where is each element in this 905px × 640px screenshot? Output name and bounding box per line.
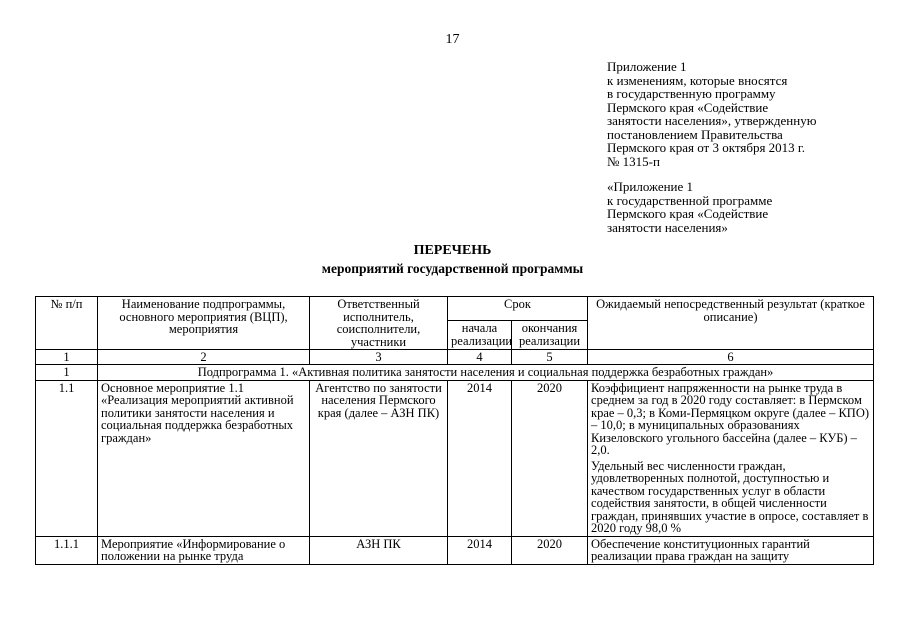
- subprogram-name: Подпрограмма 1. «Активная политика занятости населения и социальная поддержка безработных граждан»: [98, 365, 874, 381]
- subprogram-num: 1: [36, 365, 98, 381]
- appendix-2-line: «Приложение 1: [607, 179, 694, 194]
- header-result: Ожидаемый непосредственный результат (краткое описание): [588, 297, 874, 350]
- appendix-1-line: к изменениям, которые вносятся: [607, 72, 788, 88]
- header-start: начала реализации: [448, 321, 512, 350]
- column-number: 2: [98, 350, 310, 365]
- row-result: [588, 380, 874, 536]
- appendix-2-line: к государственной программе: [607, 192, 773, 208]
- row-responsible: Агентство по занятости населения Пермского края (далее – АЗН ПК): [310, 380, 448, 536]
- page-number: 17: [445, 32, 460, 47]
- column-number: 5: [512, 350, 588, 365]
- appendix-2-line: Пермского края «Содействие: [607, 206, 769, 221]
- table-row: [36, 536, 874, 564]
- table-row: [36, 380, 874, 536]
- appendix-1-block: [607, 60, 897, 168]
- appendix-2-block: [607, 180, 897, 234]
- row-start: 2014: [448, 536, 512, 564]
- row-result-paragraph: Удельный вес численности граждан, удовлетворенных полнотой, доступностью и качеством государственных услуг в области содействия занятости, в общей численности граждан, принявших участие в опросе, составляет в 2020 году 98,0 %: [591, 458, 869, 535]
- row-num: 1.1: [36, 380, 98, 536]
- header-name: Наименование подпрограммы, основного мероприятия (ВЦП), мероприятия: [98, 297, 310, 350]
- table-header-row: [36, 297, 874, 321]
- header-end: окончания реализации: [512, 321, 588, 350]
- row-end: 2020: [512, 380, 588, 536]
- appendix-1-line: постановлением Правительства: [607, 126, 783, 142]
- appendix-1-line: Пермского края от 3 октября 2013 г.: [607, 140, 806, 155]
- subprogram-row: [36, 365, 874, 381]
- document-title: ПЕРЕЧЕНЬ: [413, 243, 492, 258]
- row-num: 1.1.1: [36, 536, 98, 564]
- appendix-1-line: занятости населения», утвержденную: [607, 113, 817, 128]
- appendix-1-line: № 1315-п: [607, 153, 660, 169]
- appendix-1-line: Пермского края «Содействие: [607, 99, 769, 115]
- header-term: Срок: [448, 297, 588, 321]
- header-num: № п/п: [36, 297, 98, 350]
- column-number: 1: [36, 350, 98, 365]
- row-name: Мероприятие «Информирование о положении на рынке труда: [98, 536, 310, 564]
- column-number: 4: [448, 350, 512, 365]
- column-number: 3: [310, 350, 448, 365]
- row-result: Обеспечение конституционных гарантий реализации права граждан на защиту: [588, 536, 874, 564]
- row-result-paragraph: Коэффициент напряженности на рынке труда в среднем за год в 2020 году составляет: в Пермском крае – 0,3; в Коми-Пермяцком округе (далее – КПО) – 10,0; в муниципальных образованиях Кизеловского угольного бассейна (далее – КУБ) – 2,0.: [591, 380, 870, 457]
- appendix-1-line: Приложение 1: [607, 59, 687, 74]
- column-number: 6: [588, 350, 874, 365]
- row-end: 2020: [512, 536, 588, 564]
- header-responsible: Ответственный исполнитель, соисполнители, участники: [310, 297, 448, 350]
- document-subtitle: мероприятий государственной программы: [321, 261, 584, 276]
- appendix-1-line: в государственную программу: [607, 86, 776, 101]
- column-number-row: [36, 350, 874, 365]
- row-start: 2014: [448, 380, 512, 536]
- row-name: Основное мероприятие 1.1 «Реализация мероприятий активной политики занятости населения и социальная поддержка безработных граждан»: [98, 380, 310, 536]
- appendix-2-line: занятости населения»: [607, 219, 728, 235]
- row-responsible: АЗН ПК: [310, 536, 448, 564]
- measures-table: [35, 296, 874, 565]
